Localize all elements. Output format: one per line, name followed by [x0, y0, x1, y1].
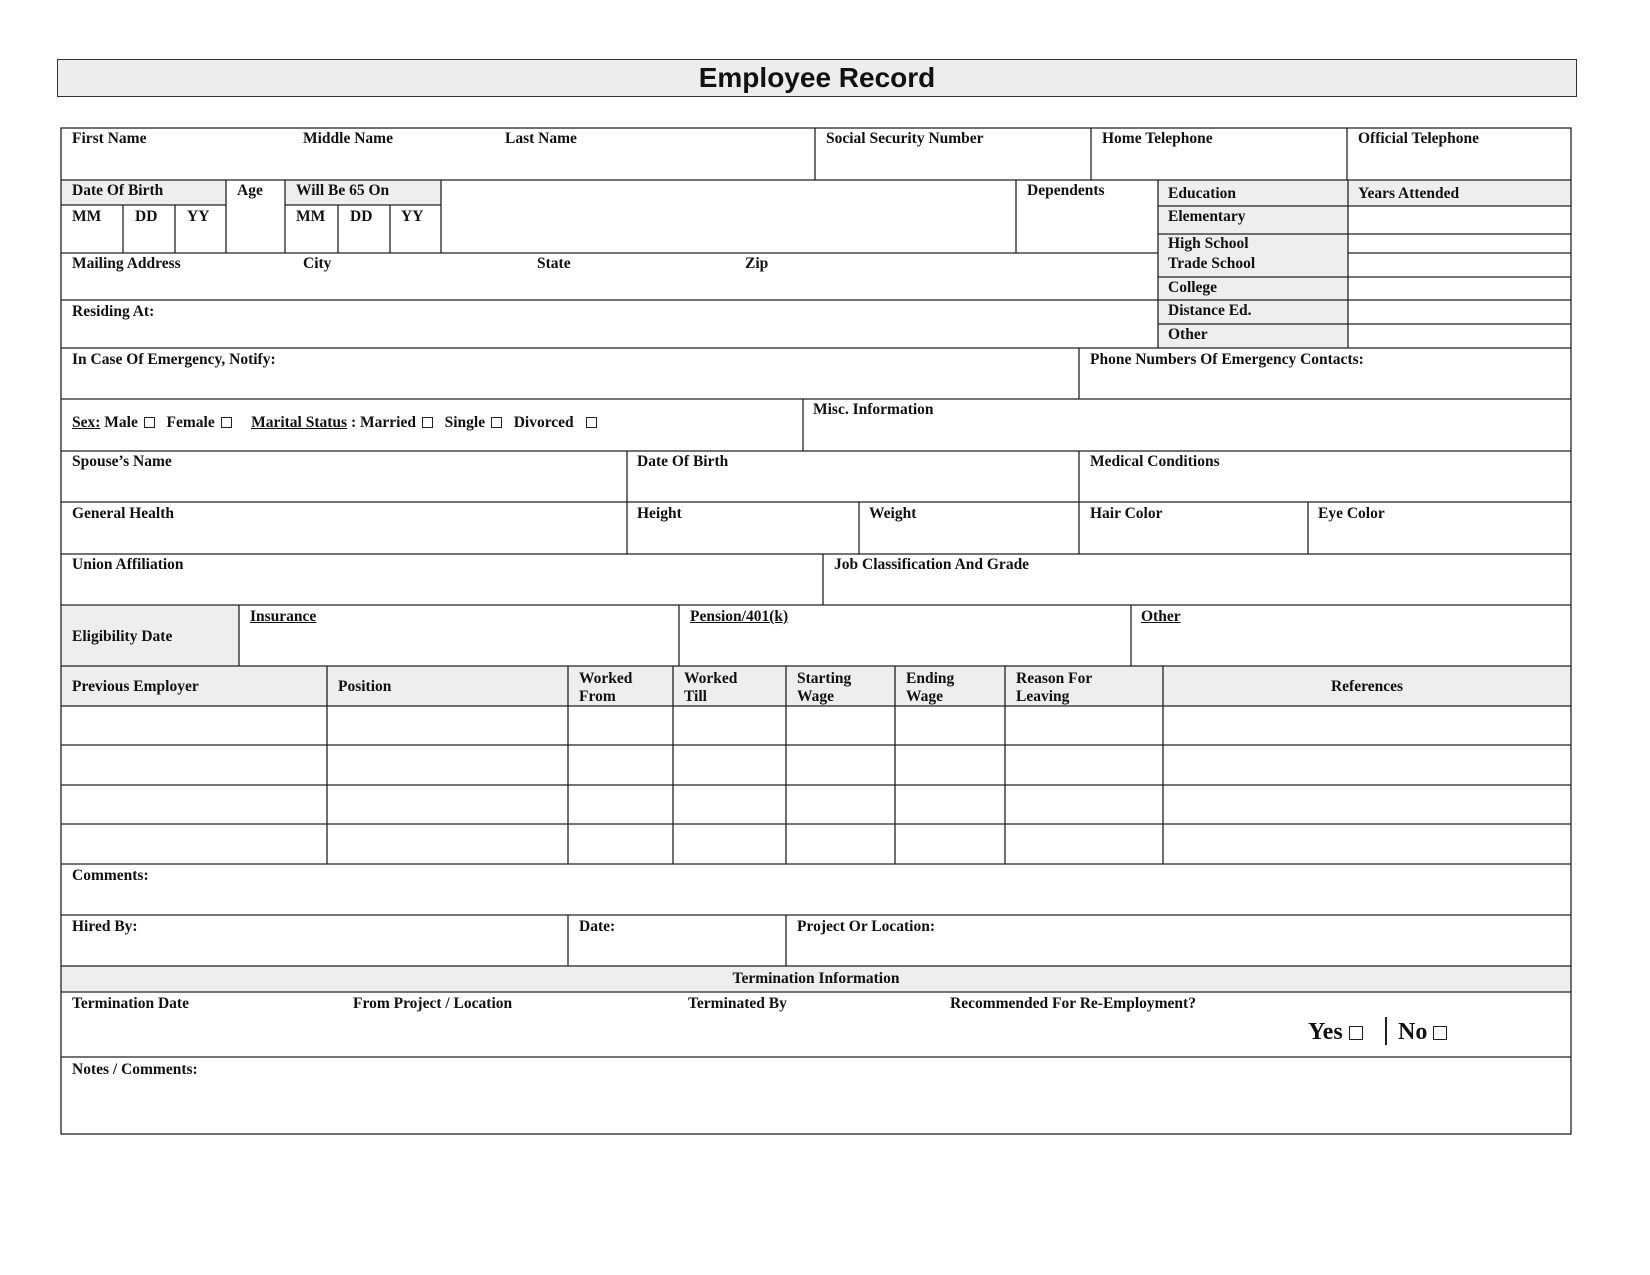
- hire-date-field[interactable]: Date:: [579, 918, 616, 935]
- mailing-address-field[interactable]: Mailing Address: [72, 255, 181, 272]
- col-starting-wage: Starting Wage: [797, 670, 852, 705]
- yes-option: Yes: [1308, 1020, 1363, 1044]
- divorced-label: Divorced: [513, 414, 574, 431]
- termination-header: Termination Information: [732, 970, 900, 987]
- emergency-notify-field[interactable]: In Case Of Emergency, Notify:: [72, 351, 276, 368]
- comments-field[interactable]: Comments:: [72, 867, 149, 884]
- project-location-field[interactable]: Project Or Location:: [797, 918, 936, 935]
- dob-label: Date Of Birth: [72, 182, 164, 199]
- no-option: No: [1398, 1020, 1447, 1044]
- spouse-dob-field[interactable]: Date Of Birth: [637, 453, 729, 470]
- sex-label: Sex:: [72, 414, 101, 431]
- education-college: College: [1168, 279, 1218, 296]
- dob-mm-field[interactable]: MM: [72, 208, 102, 225]
- spouse-name-field[interactable]: Spouse’s Name: [72, 453, 172, 470]
- dob-yy-field[interactable]: YY: [187, 208, 210, 225]
- from-project-field[interactable]: From Project / Location: [353, 995, 513, 1012]
- pension-field[interactable]: Pension/401(k): [690, 608, 789, 625]
- residing-at-field[interactable]: Residing At:: [72, 303, 155, 320]
- divorced-checkbox[interactable]: [586, 417, 597, 428]
- other-benefits-field[interactable]: Other: [1141, 608, 1181, 625]
- col-previous-employer: Previous Employer: [72, 678, 199, 695]
- zip-field[interactable]: Zip: [745, 255, 769, 272]
- form-title: Employee Record: [57, 59, 1577, 97]
- medical-conditions-field[interactable]: Medical Conditions: [1090, 453, 1220, 470]
- dependents-field[interactable]: Dependents: [1027, 182, 1105, 199]
- 65-dd-field[interactable]: DD: [350, 208, 373, 225]
- city-field[interactable]: City: [303, 255, 332, 272]
- education-high-school: High School: [1168, 235, 1249, 252]
- col-worked-from: Worked From: [579, 670, 633, 705]
- height-field[interactable]: Height: [637, 505, 682, 522]
- no-checkbox[interactable]: [1433, 1026, 1447, 1040]
- education-distance-ed: Distance Ed.: [1168, 302, 1252, 319]
- single-label: Single: [444, 414, 486, 431]
- notes-comments-field[interactable]: Notes / Comments:: [72, 1061, 198, 1078]
- 65-mm-field[interactable]: MM: [296, 208, 326, 225]
- col-position: Position: [338, 678, 392, 695]
- age-field[interactable]: Age: [237, 182, 263, 199]
- hair-color-field[interactable]: Hair Color: [1090, 505, 1163, 522]
- weight-field[interactable]: Weight: [869, 505, 917, 522]
- female-label: Female: [166, 414, 215, 431]
- col-references: References: [1330, 678, 1403, 695]
- male-checkbox[interactable]: [144, 417, 155, 428]
- will-be-65-label: Will Be 65 On: [296, 182, 390, 199]
- home-telephone-field[interactable]: Home Telephone: [1102, 130, 1213, 147]
- misc-information-field[interactable]: Misc. Information: [813, 401, 934, 418]
- official-telephone-field[interactable]: Official Telephone: [1358, 130, 1479, 147]
- last-name-field[interactable]: Last Name: [505, 130, 577, 147]
- first-name-field[interactable]: First Name: [72, 130, 147, 147]
- female-checkbox[interactable]: [221, 417, 232, 428]
- general-health-field[interactable]: General Health: [72, 505, 175, 522]
- education-header: Education: [1168, 185, 1237, 202]
- ssn-field[interactable]: Social Security Number: [826, 130, 984, 147]
- union-affiliation-field[interactable]: Union Affiliation: [72, 556, 184, 573]
- marital-status-label: Marital Status: [251, 414, 348, 431]
- col-worked-till: Worked Till: [684, 670, 738, 705]
- recommended-label: Recommended For Re-Employment?: [950, 995, 1196, 1012]
- insurance-field[interactable]: Insurance: [250, 608, 317, 625]
- state-field[interactable]: State: [537, 255, 571, 272]
- termination-date-field[interactable]: Termination Date: [72, 995, 189, 1012]
- dob-dd-field[interactable]: DD: [135, 208, 158, 225]
- eye-color-field[interactable]: Eye Color: [1318, 505, 1385, 522]
- yes-checkbox[interactable]: [1349, 1026, 1363, 1040]
- single-checkbox[interactable]: [491, 417, 502, 428]
- emergency-phones-field[interactable]: Phone Numbers Of Emergency Contacts:: [1090, 351, 1364, 368]
- job-classification-field[interactable]: Job Classification And Grade: [834, 556, 1030, 573]
- married-checkbox[interactable]: [422, 417, 433, 428]
- marital-colon: :: [347, 414, 361, 431]
- 65-yy-field[interactable]: YY: [401, 208, 424, 225]
- middle-name-field[interactable]: Middle Name: [303, 130, 393, 147]
- sex-marital-row: [72, 415, 597, 431]
- education-trade-school: Trade School: [1168, 255, 1256, 272]
- education-elementary: Elementary: [1168, 208, 1246, 225]
- eligibility-date-label: Eligibility Date: [72, 628, 173, 645]
- col-reason-for-leaving: Reason For Leaving: [1016, 670, 1093, 705]
- education-other: Other: [1168, 326, 1208, 343]
- col-ending-wage: Ending Wage: [906, 670, 955, 705]
- hired-by-field[interactable]: Hired By:: [72, 918, 138, 935]
- years-attended-header: Years Attended: [1358, 185, 1460, 202]
- married-label: Married: [360, 414, 416, 431]
- terminated-by-field[interactable]: Terminated By: [688, 995, 787, 1012]
- male-label: Male: [104, 414, 138, 431]
